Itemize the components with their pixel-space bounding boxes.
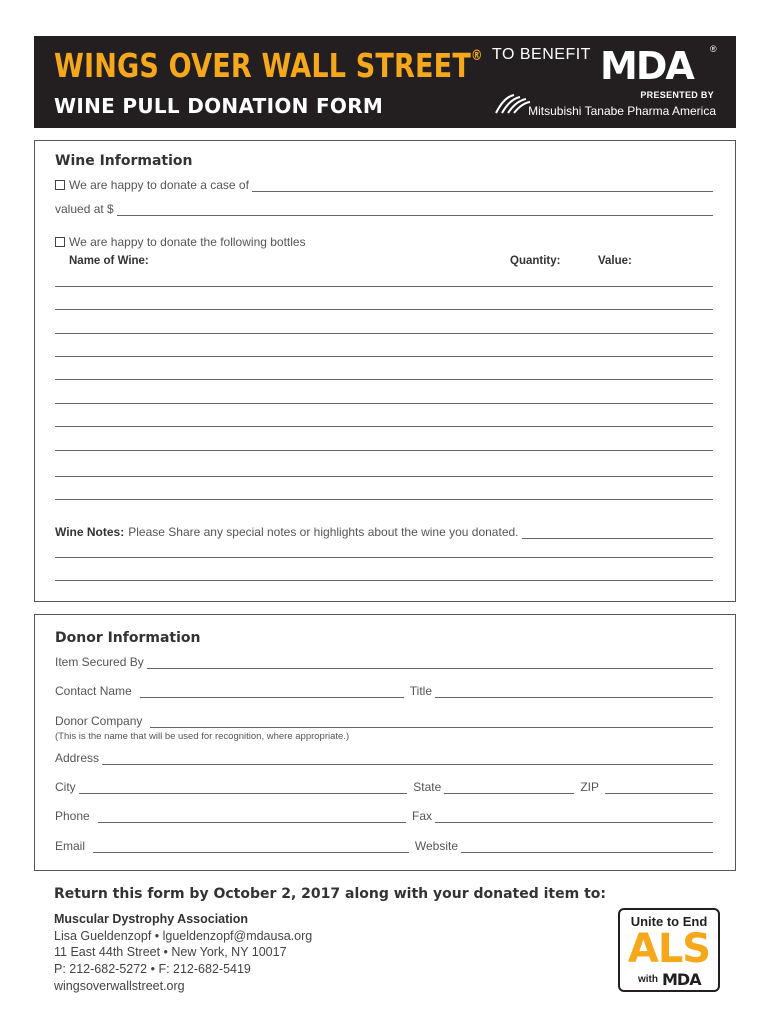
als-badge-letters: ALS <box>627 926 711 972</box>
title-label: Title <box>409 684 432 698</box>
donor-section-title: Donor Information <box>55 630 201 646</box>
case-checkbox[interactable] <box>55 180 65 190</box>
contact-person: Lisa Gueldenzopf • lgueldenzopf@mdausa.org <box>54 928 313 943</box>
brand-title: WINGS OVER WALL STREET® <box>54 46 483 85</box>
wine-entry-line[interactable] <box>55 333 713 334</box>
donor-company-field[interactable] <box>150 717 713 728</box>
phone-fax-numbers: P: 212-682-5272 • F: 212-682-5419 <box>54 962 251 977</box>
form-title: WINE PULL DONATION FORM <box>54 94 384 118</box>
contact-name-field[interactable] <box>140 687 404 698</box>
city-state-zip-row <box>55 778 713 794</box>
city-field[interactable] <box>79 783 408 794</box>
email-website-row <box>55 837 713 853</box>
state-label: State <box>413 780 442 794</box>
case-option-label: We are happy to donate a case of <box>69 178 249 192</box>
company-recognition-note: (This is the name that will be used for recognition, where appropriate.) <box>55 731 350 742</box>
donor-company-label: Donor Company <box>55 714 143 728</box>
fax-label: Fax <box>411 809 432 823</box>
wine-notes-line[interactable] <box>55 557 713 558</box>
wine-entry-line[interactable] <box>55 379 713 380</box>
organization-name: Muscular Dystrophy Association <box>54 912 249 926</box>
bottles-option-label: We are happy to donate the following bottles <box>69 235 306 249</box>
donor-company-row <box>55 712 713 728</box>
return-address-block <box>54 911 312 995</box>
wine-entry-line[interactable] <box>55 356 713 357</box>
website-label: Website <box>414 839 458 853</box>
website-field[interactable] <box>461 842 713 853</box>
zip-field[interactable] <box>605 783 713 794</box>
mda-logo: MDA <box>600 44 693 88</box>
unite-to-end-als-logo <box>618 908 720 992</box>
value-header: Value: <box>598 255 632 267</box>
phone-fax-row <box>55 807 713 823</box>
quantity-header: Quantity: <box>510 255 561 267</box>
item-secured-label: Item Secured By <box>55 655 144 669</box>
wine-notes-field[interactable] <box>522 528 714 539</box>
address-row <box>55 749 713 765</box>
header-banner <box>34 36 736 128</box>
zip-label: ZIP <box>580 780 599 794</box>
wine-entry-line[interactable] <box>55 476 713 477</box>
donor-information-section <box>34 614 736 871</box>
name-of-wine-header: Name of Wine: <box>69 255 149 267</box>
bottles-checkbox[interactable] <box>55 237 65 247</box>
mda-registered-mark: ® <box>710 44 717 54</box>
als-badge-top-text: Unite to End <box>630 914 708 929</box>
address-field[interactable] <box>102 754 713 765</box>
case-value-field[interactable] <box>117 205 713 216</box>
wine-entry-line[interactable] <box>55 450 713 451</box>
item-secured-row <box>55 653 713 669</box>
email-field[interactable] <box>93 842 409 853</box>
wine-entry-line[interactable] <box>55 426 713 427</box>
item-secured-field[interactable] <box>147 658 713 669</box>
wine-section-title: Wine Information <box>55 153 193 169</box>
event-website: wingsoverwallstreet.org <box>54 978 185 993</box>
bottles-option-row <box>55 233 713 249</box>
email-label: Email <box>55 839 86 853</box>
wine-notes-prompt: Please Share any special notes or highlights about the wine you donated. <box>128 525 519 539</box>
wine-notes-label: Wine Notes: <box>55 525 125 539</box>
contact-title-row <box>55 682 713 698</box>
fax-field[interactable] <box>435 812 713 823</box>
wine-entry-line[interactable] <box>55 309 713 310</box>
city-label: City <box>55 780 76 794</box>
wine-information-section <box>34 140 736 602</box>
title-field[interactable] <box>435 687 713 698</box>
als-badge-with: with <box>638 974 658 985</box>
wine-notes-row <box>55 523 713 539</box>
contact-name-label: Contact Name <box>55 684 132 698</box>
wave-icon <box>494 93 532 115</box>
wine-notes-line[interactable] <box>55 580 713 581</box>
wine-entry-line[interactable] <box>55 499 713 500</box>
address-label: Address <box>55 751 100 765</box>
phone-label: Phone <box>55 809 90 823</box>
state-field[interactable] <box>444 783 574 794</box>
als-badge-mda: MDA <box>662 970 701 989</box>
wine-entry-line[interactable] <box>55 403 713 404</box>
presented-by-label: PRESENTED BY <box>640 90 714 100</box>
phone-field[interactable] <box>98 812 406 823</box>
to-benefit-label: TO BENEFIT <box>492 46 591 63</box>
street-address: 11 East 44th Street • New York, NY 10017 <box>54 945 287 960</box>
sponsor-name: Mitsubishi Tanabe Pharma America <box>528 104 716 118</box>
valued-at-row <box>55 200 713 216</box>
valued-at-label: valued at $ <box>55 202 114 216</box>
case-option-row <box>55 176 713 192</box>
case-description-field[interactable] <box>252 181 713 192</box>
return-instructions: Return this form by October 2, 2017 along with your donated item to: <box>54 886 606 902</box>
wine-entry-line[interactable] <box>55 286 713 287</box>
